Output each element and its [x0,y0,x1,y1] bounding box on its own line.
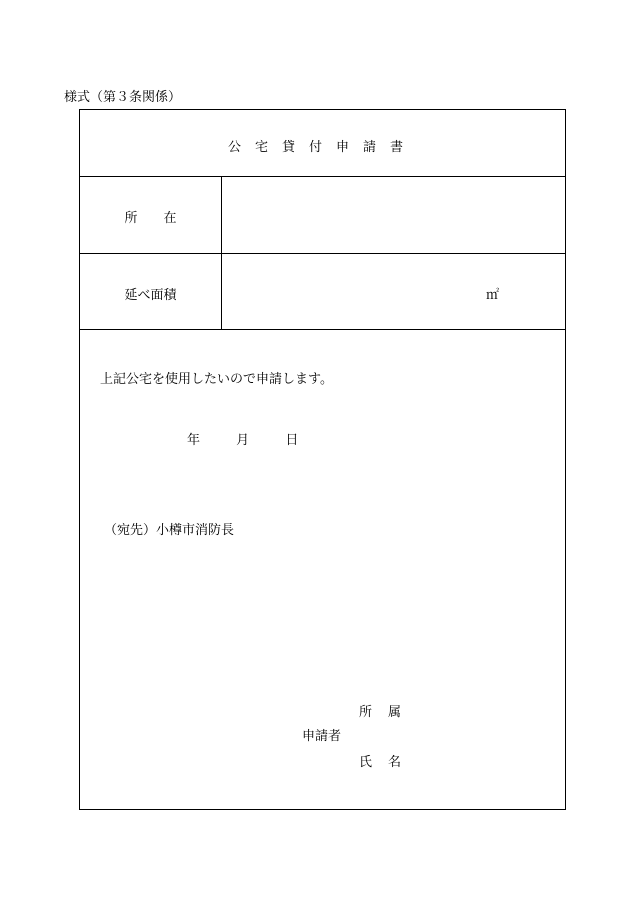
divider-area [80,329,565,330]
form-title: 公宅貸付申請書 [227,140,417,155]
affiliation-label [359,701,401,720]
name-label [359,751,401,770]
date-day-label: 日 [285,433,299,448]
label-column-divider [221,176,222,329]
name-char-1: 氏 [359,755,373,770]
date-row [187,429,298,448]
floor-area-label: 延べ面積 [124,288,177,303]
divider-title [80,176,565,177]
location-label: 所在 [124,211,203,226]
area-unit: ㎡ [486,288,500,303]
date-month-label: 月 [236,433,250,448]
divider-location [80,253,565,254]
application-form [79,109,566,810]
application-statement: 上記公宅を使用したいので申請します。 [100,372,333,387]
form-number-label: 様式（第３条関係） [64,90,182,105]
applicant-label: 申請者 [302,729,342,744]
addressee: （宛先）小樽市消防長 [104,523,235,538]
name-char-2: 名 [388,755,402,770]
affiliation-char-2: 属 [388,705,402,720]
affiliation-char-1: 所 [359,705,373,720]
date-year-label: 年 [187,433,201,448]
